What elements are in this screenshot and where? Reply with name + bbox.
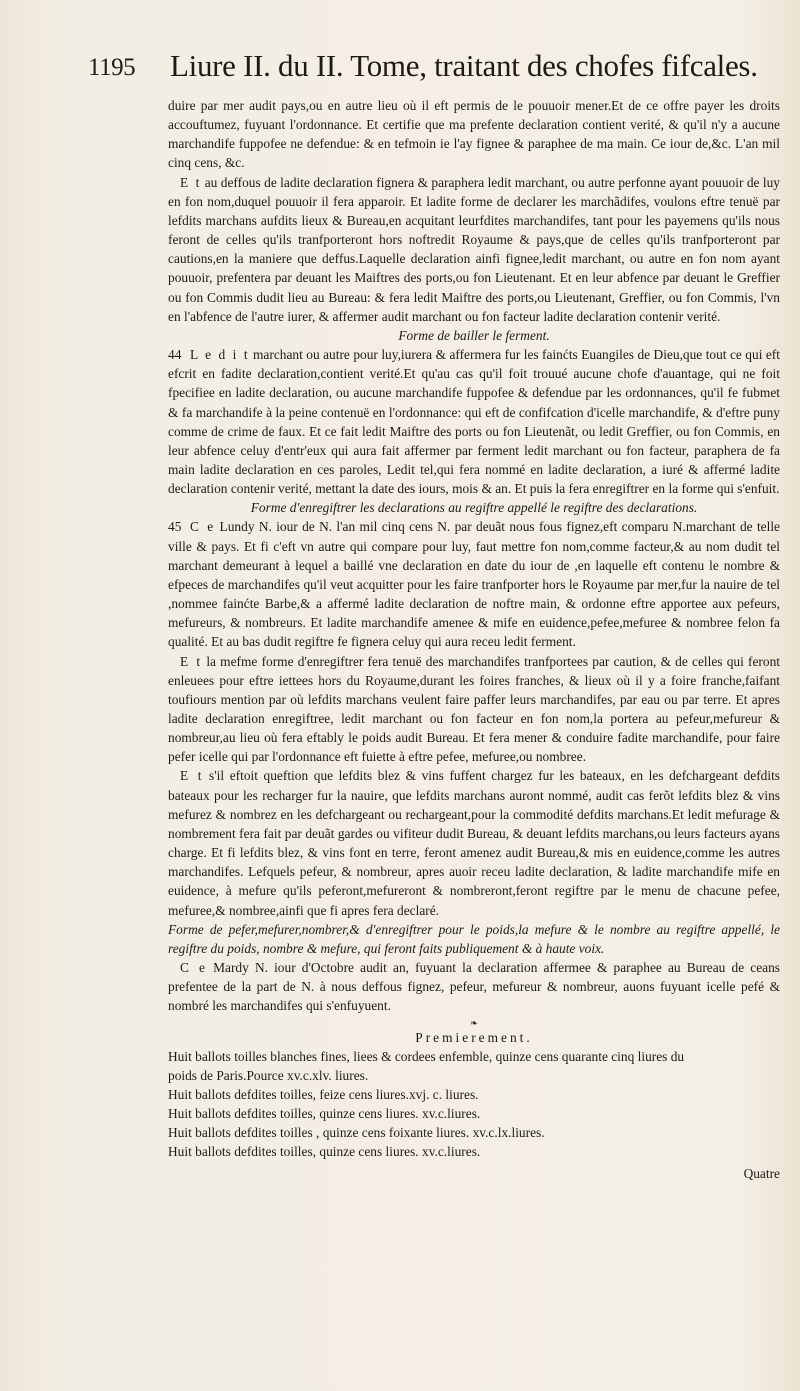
paragraph-text: au deffous de ladite declaration fignera & paraphera ledit marchant, ou autre perfonne ayant pouuoir de luy en fon nom,duquel pouuoir il fera apparoir. Et ladite forme de declarer les marchãdifes, voulons eftre tenuë par lefdits marchans aufdits lieux & Bureau,en acquitant leurfdites marchandifes, tant pour les payemens qu'ils nous feront de celles qu'ils tranfporteront hors noftredit Royaume & pays,que de celles qu'ils tranfporteront par cautions,en la maniere que deffus.Laquelle declaration ainfi fignee,ledit marchant, ou autre en fon nom ayant pouuoir, prefentera par deuant les Maiftres des ports,ou fon Lieutenant. Et en leur abfence par deuant le Greffier ou fon Commis dudit lieu au Bureau: & fera ledit Maiftre des ports,ou Lieutenant, Greffier, ou fon Commis, l'vn en l'abfence de l'autre iurer, & affermer audit marchant ou fon facteur ladite declaration contenir verité. bbox=[168, 174, 781, 324]
paragraph-lead: E t bbox=[180, 768, 204, 784]
list-item: Huit ballots defdites toilles, quinze cens liures. xv.c.liures. bbox=[168, 1106, 481, 1122]
paragraph bbox=[168, 652, 780, 767]
catchword: Quatre bbox=[743, 1165, 780, 1181]
list-item: Huit ballots defdites toilles, feize cens liures.xvj. c. liures. bbox=[168, 1086, 479, 1102]
paragraph-lead: E t bbox=[180, 653, 203, 669]
page-number: 1195 bbox=[88, 54, 136, 81]
list-item: poids de Paris.Pource xv.c.xlv. liures. bbox=[168, 1067, 369, 1083]
running-title: Liure II. du II. Tome, traitant des chofes fifcales. bbox=[170, 48, 758, 83]
list-item: Huit ballots defdites toilles, quinze cens liures. xv.c.liures. bbox=[168, 1144, 481, 1160]
section-title: Premierement. bbox=[415, 1029, 533, 1045]
paragraph bbox=[168, 766, 780, 919]
paragraph-lead: C e bbox=[180, 960, 207, 976]
paragraph-text: s'il eftoit queftion que lefdits blez & vins fuffent chargez fur les bateaux, en les defchargeant defdits bateaux pour les recharger fur la nauire, que lefdits marchans auront nommé, audit cas ferõt lefdits blez & vins mefurez & nombrez en les defchargeant ou rechargeant,pour la commodité defdits marchans.Et ledit mefurage & nombrement fera fait par deuãt gardes ou vifiteur dudit Bureau, & deuant lefdits marchans,ou leurs facteurs ayans charge. Et fi lefdits blez, & vins font en terre, feront amenez audit Bureau,& mis en euidence,comme les autres marchandifes. Lefquels pefeur, & nombreur, apres auoir receu ladite declaration, & ladite marchandife mife en euidence, à mefure qu'ils peferont,mefureront & nombreront,feront regiftre par le menu de chacune pefee, mefuree,& nombree,ainfi que fi apres fera declaré. bbox=[168, 768, 780, 918]
list-item: Huit ballots toilles blanches fines, liees & cordees enfemble, quinze cens quarante cinq liures du bbox=[168, 1048, 685, 1064]
article-number: 45 bbox=[168, 519, 182, 535]
paragraph-lead: C e bbox=[190, 519, 216, 535]
paragraph: duire par mer audit pays,ou en autre lieu où il eft permis de le pouuoir mener.Et de ce offre payer les droits accouftumez, fuyuant l'ordonnance. Et certifie que ma prefente declaration contient verité, & qu'il n'y a aucune marchandife fuppofee ne defendue: & en tefmoin ie l'ay fignee & paraphee de ma main. Ce iour de,&c. L'an mil cinq cens, &c. bbox=[168, 98, 780, 171]
section-heading: Forme de pefer,mefurer,nombrer,& d'enregiftrer pour le poids,la mefure & le nombre au regiftre appellé, le regiftre du poids, nombre & mefure, qui feront faits publiquement & à haute voix. bbox=[168, 921, 780, 956]
paragraph bbox=[168, 173, 780, 326]
paragraph bbox=[168, 958, 780, 1015]
section-heading: Forme d'enregiftrer les declarations au regiftre appellé le regiftre des declarations. bbox=[250, 500, 698, 516]
paragraph bbox=[168, 345, 780, 498]
paragraph-lead: L e d i t bbox=[190, 347, 250, 363]
paragraph-text: marchant ou autre pour luy,iurera & affermera fur les fainćts Euangiles de Dieu,que tout ce qui eft efcrit en fadite declaration,contient verité.Et qu'au cas qu'il foit trouué aucune chofe d'auantage, qui ne foit fpecifiee en ladite declaration, ou aucune marchandife fuppofee & defendue par les ordonnances, qu'il fe fubmet & fa marchandife à la peine contenuë en l'ordonnance: qui eft de confifcation d'icelle marchandife, & d'eftre puny comme de crime de faux. Et ce fait ledit Maiftre des ports ou fon Lieutenãt, ou ledit Greffier, ou fon Commis, en leur abfence celuy d'entr'eux qui aura fait affermer par ferment ledit marchant ou fon facteur, paraphera de fa main ladite declaration en ces paroles, Ledit tel,qui fera nommé en ladite declaration, a iuré & affermé ladite declaration contenir verité, mettant la date des iours, mois & an. Et puis la fera enregiftrer en la forme qui s'enfuit. bbox=[168, 347, 780, 497]
paragraph-text: Lundy N. iour de N. l'an mil cinq cens N. par deuãt nous fous fignez,eft comparu N.marchant de telle ville & pays. Et fi c'eft vn autre qui compare pour luy, faut mettre fon nom,comme facteur,& au nom dudit tel marchant demeurant à lequel a baillé vne declaration en date du iour de ,en laquelle eft contenu le nombre & efpeces de marchandifes qu'il veut acquitter pour les faire tranfporter hors le Royaume par mer,fur la nauire de tel ,nommee fainćte Barbe,& a affermé ladite declaration de noftre main, & ordonne eftre apportee aux pefeurs, mefureurs, & nombreurs. Et ladite marchandife amenee & mife en euidence,pefee,mefuree & nombree felon fa qualité. Et au bas dudit regiftre fe fignera celuy qui aura receu ledit ferment. bbox=[168, 519, 780, 650]
list-item: Huit ballots defdites toilles , quinze cens foixante liures. xv.c.lx.liures. bbox=[168, 1125, 545, 1141]
section-heading: Forme de bailler le ferment. bbox=[398, 327, 550, 343]
paragraph bbox=[168, 517, 780, 651]
paragraph-text: Mardy N. iour d'Octobre audit an, fuyuant la declaration affermee & paraphee au Bureau de ceans prefentee de la part de N. à nous deffous fignez, pefeur, mefureur & nombreur, auons fuyuant icelle pefé & nombré les marchandifes qui s'enfuyuent. bbox=[168, 960, 780, 1014]
ornament-icon: ❧ bbox=[470, 1017, 478, 1028]
text-block bbox=[168, 96, 780, 1183]
paragraph-lead: E t bbox=[180, 174, 202, 190]
paragraph-text: la mefme forme d'enregiftrer fera tenuë des marchandifes tranfportees par caution, & de celles qui feront enleuees pour eftre iettees hors du Royaume,durant les foires franches, & lieux où il y a foire franche,faifant toufiours mention par où lefdits marchans veulent faire paffer leurs marchandifes, par eau ou par terre. Et apres ladite declaration enregiftree, ledit marchant ou fon facteur en fon nom,la portera au pefeur,mefureur & nombreur,au lieu où fera eftably le poids audit Bureau. Et fera mener & conduire fadite marchandife, pour faire pefer icelle qui par l'ordonnance eft fuiette à eftre pefee, mefuree,ou nombree. bbox=[168, 653, 781, 765]
page-header bbox=[0, 48, 800, 88]
article-number: 44 bbox=[168, 347, 182, 363]
